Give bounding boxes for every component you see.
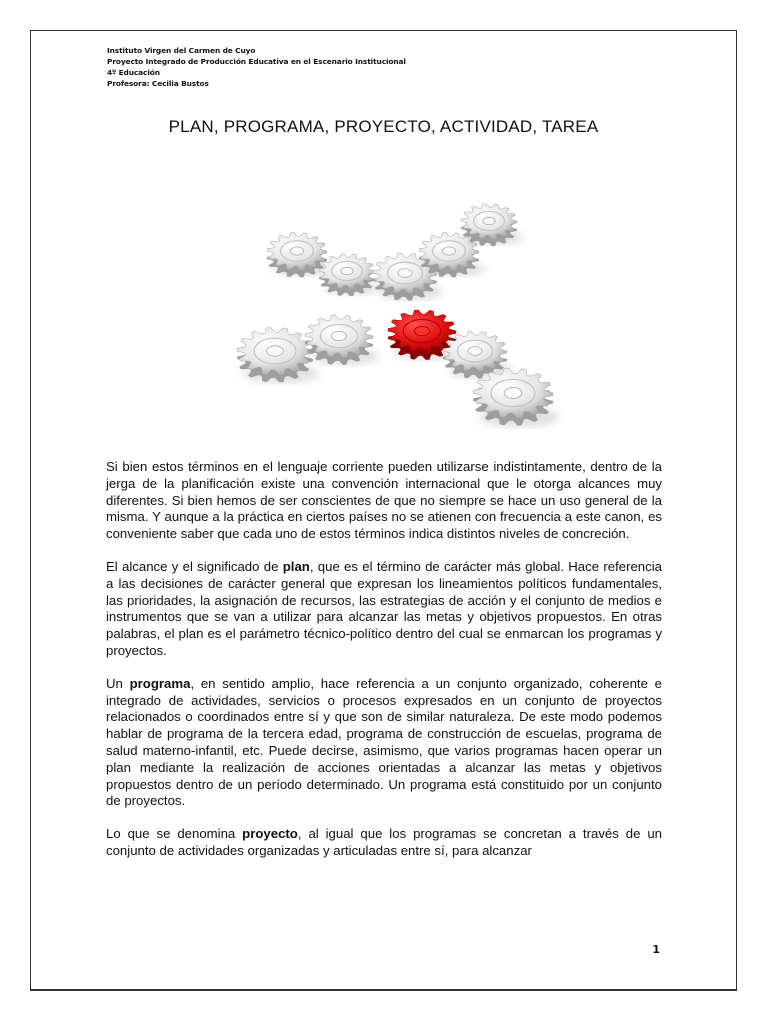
header-course: 4º Educación: [107, 68, 160, 77]
header-institution: Instituto Virgen del Carmen de Cuyo: [107, 46, 256, 55]
page-title: PLAN, PROGRAMA, PROYECTO, ACTIVIDAD, TAREA: [168, 117, 599, 136]
term-programa: programa: [129, 675, 191, 691]
header-project: Proyecto Integrado de Producción Educativa en el Escenario Institucional: [107, 57, 406, 66]
gears-illustration: [227, 171, 567, 461]
document-body: [106, 459, 662, 876]
header-teacher: Profesora: Cecilia Bustos: [107, 79, 209, 88]
document-page: [30, 30, 737, 991]
paragraph-plan: El alcance y el significado de plan, que es el término de carácter más global. Hace referencia a las decisiones de carácter general que expresan los lineamientos políticos fundamentales, las prioridades, la asignación de recursos, las estrategias de acción y el conjunto de medios e instrumentos que se van a utilizar para alcanzar las metas y objetivos propuestos. En otras palabras, el plan es el parámetro técnico-político dentro del cual se enmarcan los programas y proyectos.: [106, 558, 662, 658]
document-header: [107, 45, 406, 89]
term-proyecto: proyecto: [242, 826, 298, 842]
paragraph-intro: Si bien estos términos en el lenguaje corriente pueden utilizarse indistintamente, dentro de la jerga de la planificación existe una convención internacional que le otorga alcances muy diferentes. Si bien hemos de ser conscientes de que no siempre se hace un uso general de la misma. Y aunque a la práctica en ciertos países no se atienen con frecuencia a este canon, es conveniente saber que cada uno de estos términos indica distintos niveles de concreción.: [106, 459, 662, 542]
page-number: 1: [652, 943, 660, 956]
paragraph-programa: Un programa, en sentido amplio, hace referencia a un conjunto organizado, coherente e integrado de actividades, servicios o procesos expresados en un conjunto de proyectos relacionados o coordinados entre sí y que son de similar naturaleza. De este modo podemos hablar de programa de la tercera edad, programa de construcción de escuelas, programa de salud materno-infantil, etc. Puede decirse, asimismo, que varios programas hacen operar un plan mediante la realización de acciones orientadas a alcanzar las metas y objetivos propuestos dentro de un período determinado. Un programa está constituido por un conjunto de proyectos.: [106, 675, 662, 809]
paragraph-proyecto: Lo que se denomina proyecto, al igual que los programas se concretan a través de un conjunto de actividades organizadas y articuladas entre sí, para alcanzar: [106, 826, 662, 858]
term-plan: plan: [282, 558, 310, 574]
